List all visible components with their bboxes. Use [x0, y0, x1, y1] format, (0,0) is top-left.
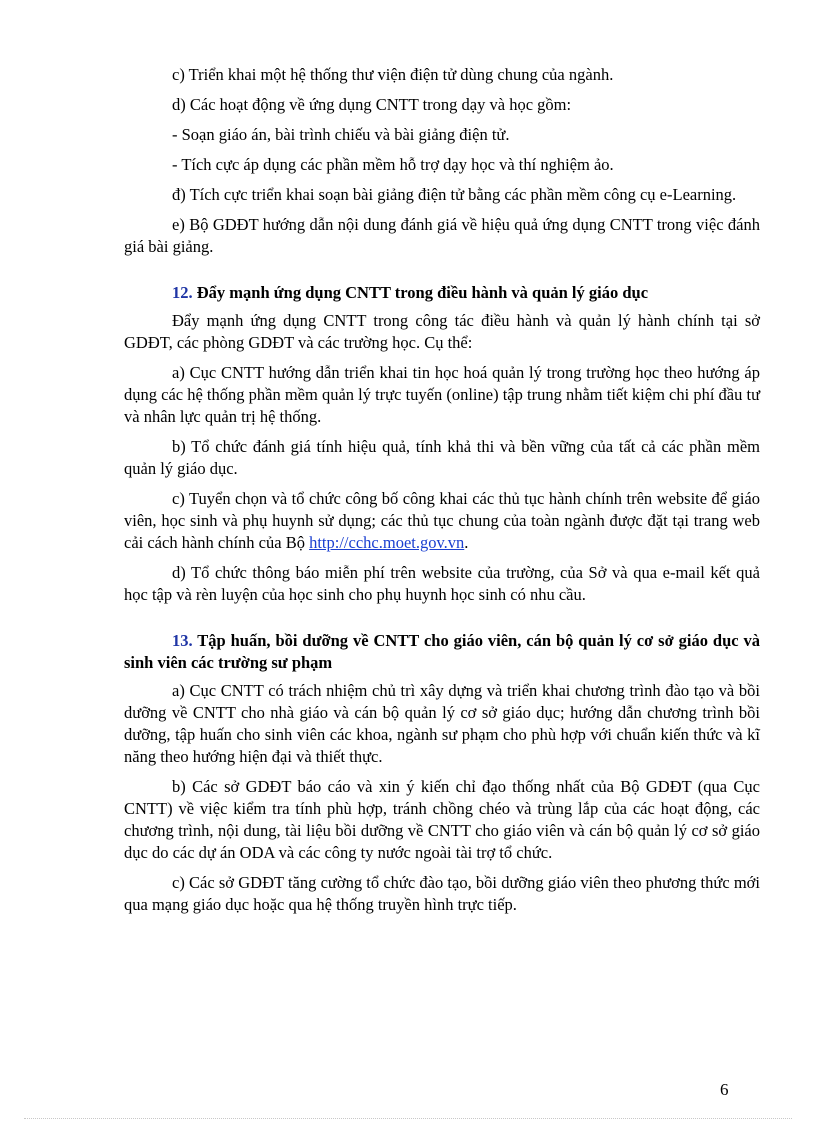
section-12-b: b) Tổ chức đánh giá tính hiệu quả, tính khả thi và bền vững của tất cả các phần mềm quản lý giáo dục.	[124, 437, 760, 478]
section-13-title: Tập huấn, bồi dưỡng về CNTT cho giáo viên, cán bộ quản lý cơ sở giáo dục và sinh viên các trường sư phạm	[124, 631, 761, 672]
cchc-link[interactable]: http://cchc.moet.gov.vn	[309, 533, 465, 552]
paragraph-top-d: d) Các hoạt động về ứng dụng CNTT trong dạy và học gồm:	[172, 95, 572, 114]
section-12-c	[124, 488, 760, 554]
list-item: - Soạn giáo án, bài trình chiếu và bài giảng điện tử.	[172, 125, 510, 144]
footer-divider	[24, 1118, 792, 1119]
section-13-b: b) Các sở GDĐT báo cáo và xin ý kiến chỉ đạo thống nhất của Bộ GDĐT (qua Cục CNTT) về việc kiểm tra tính phù hợp, tránh chồng chéo và trùng lắp của các hoạt động, các chương trình, nội dung, tài liệu bồi dưỡng về CNTT cho giáo viên và cán bộ quản lý cơ sở giáo dục do các dự án ODA và các công ty nước ngoài tài trợ tổ chức.	[124, 777, 760, 862]
paragraph-top-c: c) Triển khai một hệ thống thư viện điện tử dùng chung của ngành.	[172, 65, 614, 84]
document-page	[124, 64, 760, 924]
section-12-c-text: c) Tuyển chọn và tổ chức công bố công khai các thủ tục hành chính trên website để giáo viên, học sinh và phụ huynh sử dụng; các thủ tục chung của toàn ngành được đặt tại trang web cải cách hành chính của Bộ	[124, 489, 760, 552]
paragraph-top-e: e) Bộ GDĐT hướng dẫn nội dung đánh giá về hiệu quả ứng dụng CNTT trong việc đánh giá bài giảng.	[124, 215, 760, 256]
section-13-heading	[124, 630, 760, 674]
paragraph-top-dd: đ) Tích cực triển khai soạn bài giảng điện tử bằng các phần mềm công cụ e-Learning.	[172, 185, 737, 204]
section-12-d: d) Tổ chức thông báo miễn phí trên website của trường, của Sở và qua e-mail kết quả học tập và rèn luyện của học sinh cho phụ huynh học sinh có nhu cầu.	[124, 563, 760, 604]
section-12-c-end: .	[464, 533, 469, 552]
section-13-a: a) Cục CNTT có trách nhiệm chủ trì xây dựng và triển khai chương trình đào tạo và bồi dưỡng về CNTT cho nhà giáo và cán bộ quản lý cơ sở giáo dục; hướng dẫn chương trình bồi dưỡng, tập huấn cho sinh viên các khoa, ngành sư phạm cho phù hợp với chuẩn kiến thức và kĩ năng theo hướng hiện đại và thiết thực.	[124, 681, 760, 766]
section-12-heading	[124, 282, 760, 304]
page-number: 6	[720, 1080, 729, 1099]
section-12-a: a) Cục CNTT hướng dẫn triển khai tin học hoá quản lý trong trường học theo hướng áp dụng các hệ thống phần mềm quản lý trực tuyến (online) tập trung nhằm tiết kiệm chi phí đầu tư và nhân lực quản trị hệ thống.	[124, 363, 761, 426]
section-13-number: 13.	[172, 631, 193, 650]
section-12-title: Đẩy mạnh ứng dụng CNTT trong điều hành và quản lý giáo dục	[196, 283, 649, 302]
list-item: - Tích cực áp dụng các phần mềm hỗ trợ dạy học và thí nghiệm ảo.	[172, 155, 614, 174]
section-13-c: c) Các sở GDĐT tăng cường tổ chức đào tạo, bồi dưỡng giáo viên theo phương thức mới qua mạng giáo dục hoặc qua hệ thống truyền hình trực tiếp.	[124, 873, 760, 914]
section-12-number: 12.	[172, 283, 193, 302]
section-12-intro: Đẩy mạnh ứng dụng CNTT trong công tác điều hành và quản lý hành chính tại sở GDĐT, các phòng GDĐT và các trường học. Cụ thể:	[124, 311, 760, 352]
